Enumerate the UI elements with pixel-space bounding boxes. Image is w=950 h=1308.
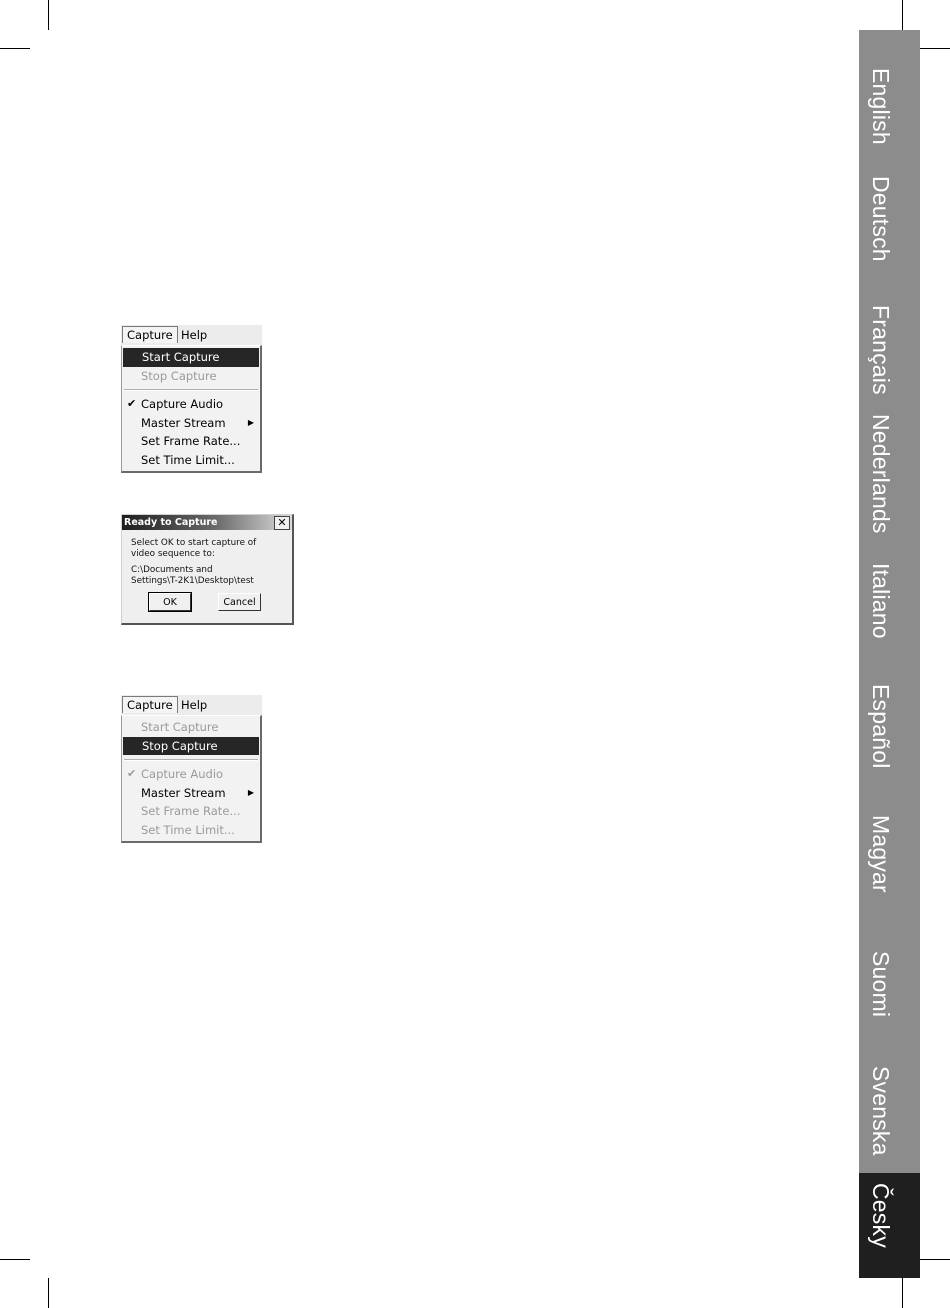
tab-english[interactable] bbox=[859, 30, 920, 156]
tab-italiano[interactable] bbox=[859, 535, 920, 662]
tab-label: Česky bbox=[868, 1183, 894, 1248]
close-icon[interactable]: ✕ bbox=[274, 516, 290, 530]
menu-separator bbox=[124, 759, 258, 761]
tab-nederlands[interactable] bbox=[859, 410, 920, 535]
menu-item-master-stream[interactable] bbox=[122, 414, 260, 433]
submenu-arrow-icon: ▶ bbox=[247, 417, 254, 427]
dialog-title: Ready to Capture bbox=[124, 517, 218, 528]
capture-dropdown bbox=[121, 715, 262, 843]
tab-label: Svenska bbox=[868, 1066, 894, 1156]
cancel-button[interactable]: Cancel bbox=[218, 593, 261, 611]
ok-button[interactable]: OK bbox=[149, 593, 191, 611]
tab-label: Suomi bbox=[868, 951, 894, 1018]
menubar bbox=[121, 695, 262, 715]
check-icon: ✔ bbox=[127, 397, 137, 410]
tab-label: Deutsch bbox=[868, 176, 894, 262]
menu-item-set-time-limit[interactable] bbox=[122, 451, 260, 470]
menu-item-label: Stop Capture bbox=[142, 738, 218, 753]
menu-item-label: Set Frame Rate... bbox=[141, 804, 241, 818]
tab-magyar[interactable] bbox=[859, 789, 920, 915]
menu-capture[interactable]: Capture bbox=[122, 696, 178, 713]
menu-item-master-stream[interactable] bbox=[122, 784, 260, 803]
menu-separator bbox=[124, 389, 258, 391]
tab-label: Français bbox=[868, 305, 894, 395]
dialog-message-line: Select OK to start capture of bbox=[131, 538, 257, 548]
tab-suomi[interactable] bbox=[859, 915, 920, 1042]
check-icon: ✔ bbox=[127, 767, 137, 780]
menu-item-label: Set Frame Rate... bbox=[141, 434, 241, 448]
tab-cesky[interactable] bbox=[859, 1173, 920, 1278]
menu-item-set-frame-rate[interactable] bbox=[122, 802, 260, 821]
menu-item-label: Set Time Limit... bbox=[141, 452, 235, 467]
menu-item-stop-capture[interactable] bbox=[122, 367, 260, 386]
tab-svenska[interactable] bbox=[859, 1042, 920, 1173]
dialog-title-bar bbox=[122, 515, 292, 530]
menu-item-label: Start Capture bbox=[142, 350, 220, 364]
menu-item-start-capture[interactable] bbox=[123, 348, 259, 367]
crop-mark-bottom-right-h bbox=[920, 1259, 950, 1260]
tab-label: Español bbox=[868, 684, 894, 769]
menu-item-label: Master Stream bbox=[141, 785, 226, 800]
tab-label: Magyar bbox=[868, 815, 894, 893]
menu-item-label: Start Capture bbox=[141, 720, 219, 734]
menu-help[interactable]: Help bbox=[181, 328, 208, 342]
capture-menu-screenshot-stop bbox=[121, 695, 262, 843]
capture-dropdown bbox=[121, 345, 262, 473]
crop-mark-bottom-left-v bbox=[48, 1278, 49, 1308]
tab-label: English bbox=[868, 68, 894, 145]
tab-label: Nederlands bbox=[868, 414, 894, 534]
dialog-path-line: C:\Documents and bbox=[131, 565, 213, 575]
tab-deutsch[interactable] bbox=[859, 156, 920, 283]
ready-to-capture-dialog bbox=[121, 514, 294, 625]
menu-item-label: Set Time Limit... bbox=[141, 822, 235, 837]
menu-item-label: Master Stream bbox=[141, 415, 226, 430]
dialog-message-line: video sequence to: bbox=[131, 549, 215, 559]
tab-espanol[interactable] bbox=[859, 662, 920, 789]
crop-mark-top-right-h bbox=[920, 48, 950, 49]
menu-item-capture-audio[interactable] bbox=[122, 765, 260, 784]
menu-item-label: Capture Audio bbox=[141, 397, 224, 411]
menu-item-label: Stop Capture bbox=[141, 368, 217, 383]
submenu-arrow-icon: ▶ bbox=[247, 787, 254, 797]
crop-mark-top-right-v bbox=[902, 0, 903, 30]
crop-mark-bottom-left-h bbox=[0, 1259, 30, 1260]
menu-item-label: Capture Audio bbox=[141, 767, 224, 781]
menu-item-set-frame-rate[interactable] bbox=[122, 432, 260, 451]
menu-item-set-time-limit[interactable] bbox=[122, 821, 260, 840]
menu-help[interactable]: Help bbox=[181, 698, 208, 712]
menubar bbox=[121, 325, 262, 345]
capture-menu-screenshot-start bbox=[121, 325, 262, 473]
tab-francais[interactable] bbox=[859, 283, 920, 410]
menu-item-capture-audio[interactable] bbox=[122, 395, 260, 414]
crop-mark-top-left-h bbox=[0, 48, 30, 49]
dialog-path-line: Settings\T-2K1\Desktop\test bbox=[131, 576, 254, 586]
crop-mark-top-left-v bbox=[48, 0, 49, 30]
tab-label: Italiano bbox=[868, 563, 894, 639]
crop-mark-bottom-right-v bbox=[902, 1278, 903, 1308]
menu-item-start-capture[interactable] bbox=[122, 718, 260, 737]
menu-capture[interactable]: Capture bbox=[122, 326, 178, 343]
menu-item-stop-capture[interactable] bbox=[123, 737, 259, 756]
language-tabs bbox=[859, 30, 920, 1278]
